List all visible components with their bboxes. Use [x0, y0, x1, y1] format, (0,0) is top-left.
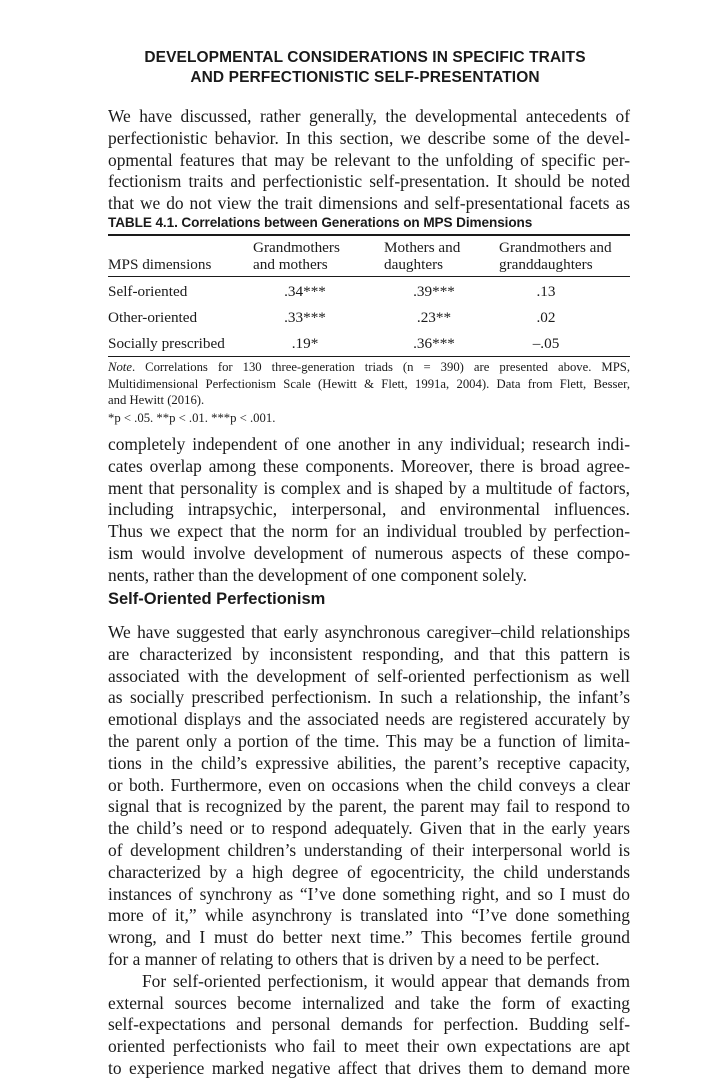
text-line: including intrapsychic, interpersonal, and environmental influences.: [108, 499, 630, 520]
text-line: signal that is recognized by the parent, the parent may fail to respond to: [108, 796, 630, 817]
table-cell: .39***: [413, 283, 455, 300]
text-line: For self-oriented perfectionism, it would appear that demands from: [142, 970, 630, 991]
note-label: Note: [108, 360, 132, 374]
table-caption: TABLE 4.1. Correlations between Generations on MPS Dimensions: [108, 215, 533, 230]
body-paragraph-3: [108, 622, 630, 1080]
header-line: daughters: [384, 256, 444, 273]
note-text: . Correlations for 130 three-generation triads (n = 390) are presented above. MPS,: [131, 360, 630, 374]
text-line: perfectionistic behavior. In this section, we describe some of the devel-: [108, 127, 630, 148]
note-line: and Hewitt (2016).: [108, 393, 205, 407]
text-line: as socially prescribed perfectionism. In such a relationship, the infant’s: [108, 687, 630, 708]
header-line: Mothers and: [384, 239, 461, 256]
table-cell: .19*: [291, 335, 319, 352]
column-header-mps-dimensions: MPS dimensions: [108, 256, 212, 273]
header-line: and mothers: [253, 256, 328, 273]
header-line: Grandmothers: [253, 239, 340, 256]
text-line: cates overlap among these components. Moreover, there is broad agree-: [108, 455, 630, 476]
note-line: [108, 359, 630, 376]
text-line: ism would involve development of numerous aspects of these compo-: [108, 542, 630, 563]
text-line: fectionism traits and perfectionistic self-presentation. It should be noted: [108, 171, 630, 192]
text-line: to experience marked negative affect that drives them to demand more: [108, 1057, 630, 1078]
text-line: tions in the child’s expressive abilities, the parent’s receptive capacity,: [108, 752, 630, 773]
table-cell: –.05: [532, 335, 560, 352]
subsection-heading: Self-Oriented Perfectionism: [108, 590, 326, 608]
section-heading: [100, 48, 630, 88]
text-line: or both. Furthermore, even on occasions when the child conveys a clear: [108, 774, 630, 795]
table-top-rule: [108, 234, 630, 236]
column-header-grandmothers-mothers: [253, 239, 340, 273]
table-bottom-rule: [108, 356, 630, 357]
text-line: the parent only a portion of the time. This may be a function of limita-: [108, 730, 630, 751]
text-line: oriented perfectionists who fail to meet their own expectations are apt: [108, 1036, 630, 1057]
column-header-grandmothers-granddaughters: [499, 239, 612, 273]
significance-line: *p < .05. **p < .01. ***p < .001.: [108, 411, 276, 425]
table-cell: .23**: [416, 309, 452, 326]
text-line: are characterized by inconsistent responding, and that this pattern is: [108, 643, 630, 664]
header-line: granddaughters: [499, 256, 593, 273]
text-line: nents, rather than the development of one component solely.: [108, 564, 528, 585]
body-paragraph-2: [108, 434, 630, 587]
column-header-mothers-daughters: [384, 239, 460, 273]
section-heading-line-2: AND PERFECTIONISTIC SELF-PRESENTATION: [190, 69, 540, 86]
header-line: Grandmothers and: [499, 239, 612, 256]
text-line: associated with the development of self-oriented perfectionism as well: [108, 665, 630, 686]
table-note: [108, 359, 630, 409]
text-line: the child’s need or to respond adequately. Given that in the early years: [108, 818, 630, 839]
text-line: ment that personality is complex and is shaped by a multitude of factors,: [108, 477, 630, 498]
table-cell: .33***: [284, 309, 326, 326]
text-line: for a manner of relating to others that is driven by a need to be perfect.: [108, 948, 600, 969]
text-line: Thus we expect that the norm for an individual troubled by perfection-: [108, 521, 630, 542]
text-line: self-expectations and personal demands for perfection. Budding self-: [108, 1014, 630, 1035]
text-line: that we do not view the trait dimensions and self-presentational facets as: [108, 193, 630, 214]
section-heading-line-1: DEVELOPMENTAL CONSIDERATIONS IN SPECIFIC TRAITS: [144, 49, 586, 66]
table-cell: .02: [536, 309, 556, 326]
table-cell: .36***: [413, 335, 455, 352]
text-line: opmental features that may be relevant to the unfolding of specific per-: [108, 149, 630, 170]
text-line: We have suggested that early asynchronous caregiver–child relationships: [108, 622, 630, 642]
text-line: completely independent of one another in any individual; research indi-: [108, 434, 630, 454]
text-line: characterized by a high degree of egocentricity, the child understands: [108, 861, 630, 882]
table-cell: .13: [536, 283, 556, 300]
text-line: emotional displays and the associated needs are registered accurately by: [108, 709, 630, 730]
significance-note: [108, 410, 630, 427]
text-line: more of it,” while asynchrony is translated into “I’ve done something: [108, 905, 630, 926]
text-line: of development children’s understanding of their interpersonal world is: [108, 839, 630, 860]
table-row-label: Other-oriented: [108, 309, 198, 326]
text-line: wrong, and I must do better next time.” This becomes fertile ground: [108, 927, 630, 948]
intro-paragraph: [108, 106, 630, 215]
table-row-label: Self-oriented: [108, 283, 188, 300]
table-row-label: Socially prescribed: [108, 335, 225, 352]
text-line: instances of synchrony as “I’ve done something right, and so I must do: [108, 883, 630, 904]
text-line: external sources become internalized and take the form of exacting: [108, 992, 630, 1013]
note-line: Multidimensional Perfectionism Scale (Hewitt & Flett, 1991a, 2004). Data from Flett, Besser,: [108, 376, 630, 391]
text-line: We have discussed, rather generally, the developmental antecedents of: [108, 106, 630, 126]
table-header-rule: [108, 276, 630, 277]
table-cell: .34***: [284, 283, 326, 300]
